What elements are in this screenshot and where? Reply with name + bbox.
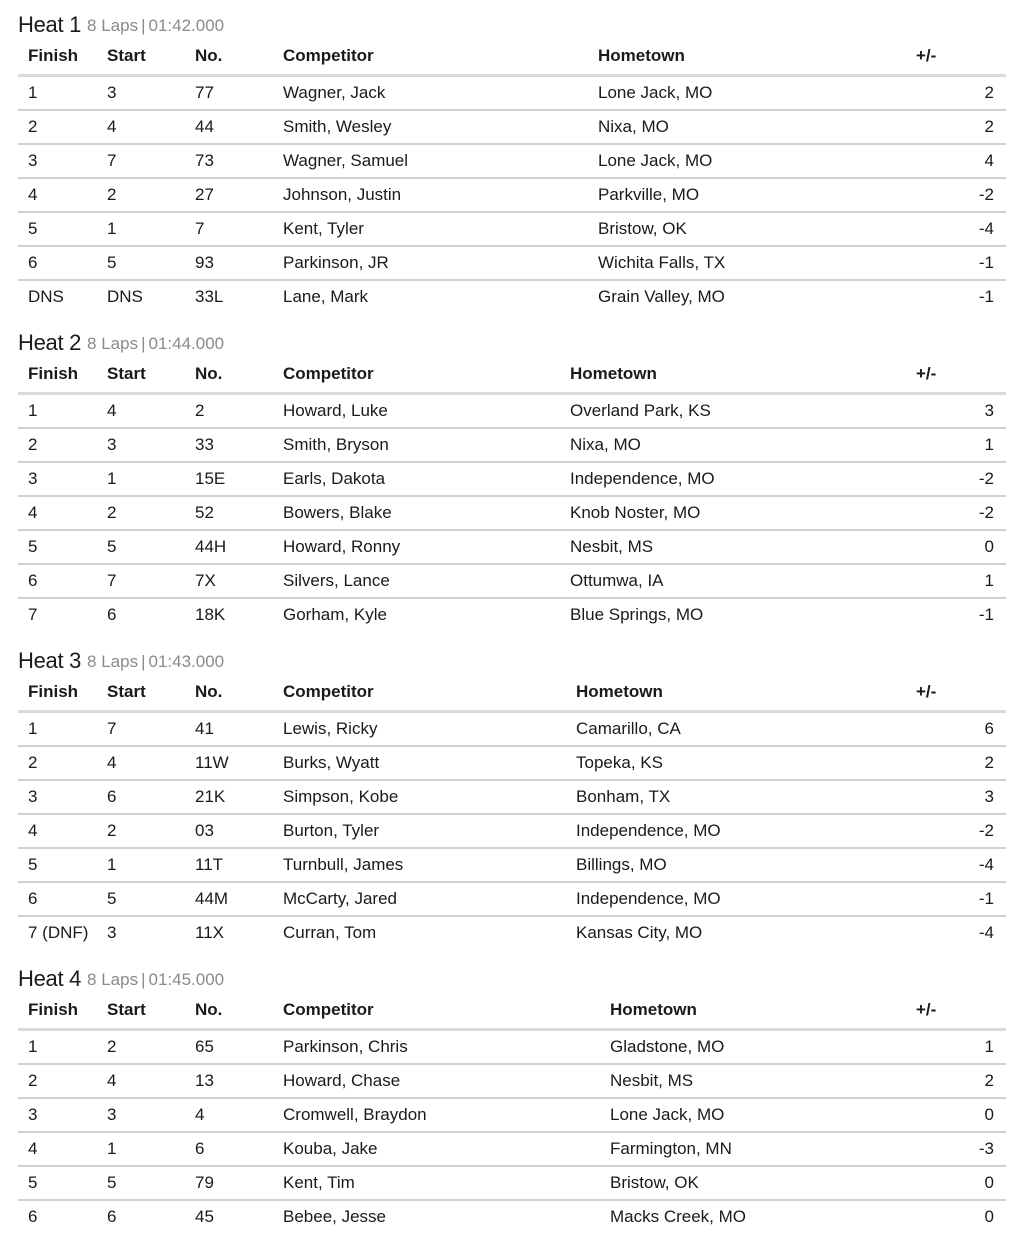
table-header-row (18, 992, 1006, 1030)
table-row (18, 712, 1006, 747)
column-header-finish: Finish (18, 992, 107, 1030)
car-number-cell: 11T (195, 848, 283, 882)
start-cell: 4 (107, 394, 195, 429)
heat-header (18, 4, 1006, 38)
finish-cell: 4 (18, 1132, 107, 1166)
car-number-cell: 52 (195, 496, 283, 530)
heat-meta-separator: | (141, 652, 146, 671)
competitor-cell: Gorham, Kyle (283, 605, 387, 624)
competitor-cell: McCarty, Jared (283, 882, 576, 916)
hometown-cell: Bristow, OK (598, 212, 916, 246)
hometown-cell: Nixa, MO (570, 428, 916, 462)
heat-table (18, 674, 1006, 949)
start-cell: 2 (107, 1030, 195, 1065)
table-row (18, 1166, 1006, 1200)
start-cell: 3 (107, 428, 195, 462)
hometown-cell: Independence, MO (570, 462, 916, 496)
heat-title: Heat 3 (18, 648, 82, 673)
start-cell: 5 (107, 1166, 195, 1200)
competitor-cell: Kouba, Jake (283, 1132, 610, 1166)
car-number-cell: 44H (195, 530, 283, 564)
car-number-cell: 33L (195, 287, 224, 306)
position-change-cell: 3 (916, 394, 1006, 429)
start-cell: 7 (107, 712, 195, 747)
finish-cell: 1 (18, 394, 107, 429)
heat-laps: 8 Laps (87, 334, 139, 353)
heat-meta (87, 970, 224, 990)
finish-cell: 1 (18, 712, 107, 747)
competitor-cell: Silvers, Lance (283, 564, 570, 598)
position-change-cell: -4 (916, 848, 1006, 882)
position-change-cell: -1 (978, 605, 994, 624)
competitor-cell: Howard, Luke (283, 394, 570, 429)
start-cell: 2 (107, 496, 195, 530)
table-row (18, 746, 1006, 780)
position-change-cell: 2 (916, 1064, 1006, 1098)
competitor-cell: Curran, Tom (283, 923, 377, 942)
car-number-cell: 6 (195, 1132, 283, 1166)
competitor-cell: Bowers, Blake (283, 496, 570, 530)
finish-cell: 6 (18, 882, 107, 916)
hometown-cell: Billings, MO (576, 848, 916, 882)
competitor-cell: Johnson, Justin (283, 178, 598, 212)
column-header-number: No. (195, 356, 283, 394)
column-header-change: +/- (916, 992, 1006, 1030)
hometown-cell: Macks Creek, MO (610, 1207, 747, 1226)
column-header-change: +/- (916, 674, 1006, 712)
position-change-cell: -1 (916, 246, 1006, 280)
position-change-cell: 1 (916, 564, 1006, 598)
car-number-cell: 7X (195, 564, 283, 598)
column-header-number: No. (195, 992, 283, 1030)
car-number-cell: 03 (195, 814, 283, 848)
heat-title: Heat 1 (18, 12, 82, 37)
position-change-cell: -2 (916, 178, 1006, 212)
heat-laps: 8 Laps (87, 652, 139, 671)
competitor-cell: Parkinson, JR (283, 246, 598, 280)
car-number-cell: 21K (195, 780, 283, 814)
competitor-cell: Lane, Mark (283, 287, 369, 306)
position-change-cell: 3 (916, 780, 1006, 814)
column-header-hometown: Hometown (598, 38, 916, 76)
finish-cell: 4 (18, 178, 107, 212)
competitor-cell: Simpson, Kobe (283, 780, 576, 814)
finish-cell: 2 (18, 746, 107, 780)
finish-cell: 6 (18, 564, 107, 598)
heat-meta (87, 334, 224, 354)
start-cell: 1 (107, 462, 195, 496)
car-number-cell: 15E (195, 462, 283, 496)
hometown-cell: Parkville, MO (598, 178, 916, 212)
start-cell: 5 (107, 882, 195, 916)
position-change-cell: 2 (916, 76, 1006, 111)
column-header-competitor: Competitor (283, 356, 570, 394)
finish-cell: 5 (18, 848, 107, 882)
position-change-cell: 6 (916, 712, 1006, 747)
competitor-cell: Howard, Ronny (283, 530, 570, 564)
car-number-cell: 41 (195, 712, 283, 747)
table-row (18, 598, 1006, 631)
column-header-competitor: Competitor (283, 38, 598, 76)
competitor-cell: Burton, Tyler (283, 814, 576, 848)
competitor-cell: Smith, Wesley (283, 110, 598, 144)
competitor-cell: Parkinson, Chris (283, 1030, 610, 1065)
table-row (18, 428, 1006, 462)
table-row (18, 1200, 1006, 1233)
position-change-cell: 4 (916, 144, 1006, 178)
table-row (18, 496, 1006, 530)
position-change-cell: 0 (916, 1098, 1006, 1132)
competitor-cell: Lewis, Ricky (283, 712, 576, 747)
hometown-cell: Independence, MO (576, 882, 916, 916)
finish-cell: 1 (18, 1030, 107, 1065)
finish-cell: 7 (DNF) (28, 923, 89, 942)
heat-section (18, 322, 1006, 631)
car-number-cell: 73 (195, 144, 283, 178)
hometown-cell: Knob Noster, MO (570, 496, 916, 530)
column-header-start: Start (107, 674, 195, 712)
car-number-cell: 11X (195, 923, 224, 942)
column-header-number: No. (195, 674, 283, 712)
position-change-cell: 1 (916, 1030, 1006, 1065)
finish-cell: 1 (18, 76, 107, 111)
heat-section (18, 640, 1006, 949)
table-row (18, 1064, 1006, 1098)
table-row (18, 144, 1006, 178)
table-row (18, 780, 1006, 814)
position-change-cell: 0 (916, 1166, 1006, 1200)
start-cell: 5 (107, 246, 195, 280)
hometown-cell: Wichita Falls, TX (598, 246, 916, 280)
heat-table (18, 38, 1006, 313)
car-number-cell: 2 (195, 394, 283, 429)
start-cell: 1 (107, 212, 195, 246)
car-number-cell: 93 (195, 246, 283, 280)
finish-cell: 4 (18, 814, 107, 848)
competitor-cell: Turnbull, James (283, 848, 576, 882)
table-row (18, 814, 1006, 848)
hometown-cell: Farmington, MN (610, 1132, 916, 1166)
table-row (18, 882, 1006, 916)
column-header-number: No. (195, 38, 283, 76)
table-header-row (18, 356, 1006, 394)
hometown-cell: Bristow, OK (610, 1166, 916, 1200)
car-number-cell: 13 (195, 1064, 283, 1098)
position-change-cell: -1 (978, 287, 994, 306)
table-header-row (18, 38, 1006, 76)
hometown-cell: Blue Springs, MO (570, 605, 704, 624)
hometown-cell: Ottumwa, IA (570, 564, 916, 598)
table-row (18, 564, 1006, 598)
heat-header (18, 322, 1006, 356)
position-change-cell: -1 (916, 882, 1006, 916)
car-number-cell: 44M (195, 882, 283, 916)
column-header-finish: Finish (18, 674, 107, 712)
competitor-cell: Wagner, Jack (283, 76, 598, 111)
position-change-cell: 1 (916, 428, 1006, 462)
start-cell: 1 (107, 1132, 195, 1166)
car-number-cell: 77 (195, 76, 283, 111)
table-row (18, 1132, 1006, 1166)
car-number-cell: 45 (195, 1207, 214, 1226)
column-header-start: Start (107, 38, 195, 76)
heat-meta (87, 652, 224, 672)
heat-header (18, 640, 1006, 674)
competitor-cell: Cromwell, Braydon (283, 1098, 610, 1132)
heat-time: 01:42.000 (148, 16, 225, 35)
table-header-row (18, 674, 1006, 712)
table-row (18, 1098, 1006, 1132)
table-row (18, 246, 1006, 280)
table-row (18, 212, 1006, 246)
position-change-cell: 0 (916, 530, 1006, 564)
heat-section (18, 4, 1006, 313)
heat-table-body (18, 712, 1006, 950)
start-cell: 7 (107, 144, 195, 178)
table-row (18, 916, 1006, 949)
position-change-cell: -2 (916, 462, 1006, 496)
car-number-cell: 33 (195, 428, 283, 462)
finish-cell: 5 (18, 1166, 107, 1200)
competitor-cell: Kent, Tyler (283, 212, 598, 246)
finish-cell: 6 (18, 246, 107, 280)
hometown-cell: Camarillo, CA (576, 712, 916, 747)
heat-title: Heat 2 (18, 330, 82, 355)
heat-time: 01:43.000 (148, 652, 225, 671)
car-number-cell: 27 (195, 178, 283, 212)
table-row (18, 1030, 1006, 1065)
car-number-cell: 79 (195, 1166, 283, 1200)
car-number-cell: 18K (195, 605, 226, 624)
heat-title: Heat 4 (18, 966, 82, 991)
start-cell: DNS (107, 287, 143, 306)
column-header-change: +/- (916, 356, 1006, 394)
start-cell: 1 (107, 848, 195, 882)
heat-laps: 8 Laps (87, 970, 139, 989)
finish-cell: DNS (28, 287, 64, 306)
column-header-hometown: Hometown (570, 356, 916, 394)
heat-meta-separator: | (141, 334, 146, 353)
table-row (18, 394, 1006, 429)
column-header-start: Start (107, 356, 195, 394)
start-cell: 2 (107, 814, 195, 848)
hometown-cell: Lone Jack, MO (598, 76, 916, 111)
heat-table (18, 356, 1006, 631)
car-number-cell: 65 (195, 1030, 283, 1065)
start-cell: 4 (107, 110, 195, 144)
start-cell: 5 (107, 530, 195, 564)
competitor-cell: Earls, Dakota (283, 462, 570, 496)
column-header-change: +/- (916, 38, 1006, 76)
column-header-hometown: Hometown (610, 992, 916, 1030)
finish-cell: 2 (18, 110, 107, 144)
finish-cell: 5 (18, 212, 107, 246)
hometown-cell: Bonham, TX (576, 780, 916, 814)
car-number-cell: 11W (195, 746, 283, 780)
position-change-cell: -3 (916, 1132, 1006, 1166)
hometown-cell: Nesbit, MS (570, 530, 916, 564)
competitor-cell: Wagner, Samuel (283, 144, 598, 178)
table-row (18, 110, 1006, 144)
table-row (18, 280, 1006, 313)
heat-meta-separator: | (141, 16, 146, 35)
competitor-cell: Bebee, Jesse (283, 1207, 387, 1226)
heat-table-body (18, 1030, 1006, 1234)
hometown-cell: Independence, MO (576, 814, 916, 848)
column-header-finish: Finish (18, 356, 107, 394)
heat-table (18, 992, 1006, 1233)
column-header-finish: Finish (18, 38, 107, 76)
start-cell: 3 (107, 76, 195, 111)
heat-header (18, 958, 1006, 992)
position-change-cell: 2 (916, 110, 1006, 144)
competitor-cell: Smith, Bryson (283, 428, 570, 462)
heat-time: 01:45.000 (148, 970, 225, 989)
finish-cell: 4 (18, 496, 107, 530)
heat-laps: 8 Laps (87, 16, 139, 35)
start-cell: 6 (107, 780, 195, 814)
position-change-cell: -4 (978, 923, 994, 942)
column-header-start: Start (107, 992, 195, 1030)
start-cell: 3 (107, 1098, 195, 1132)
start-cell: 6 (107, 605, 117, 624)
heat-table-body (18, 76, 1006, 314)
competitor-cell: Howard, Chase (283, 1064, 610, 1098)
finish-cell: 3 (18, 780, 107, 814)
finish-cell: 2 (18, 428, 107, 462)
car-number-cell: 4 (195, 1098, 283, 1132)
finish-cell: 5 (18, 530, 107, 564)
hometown-cell: Nesbit, MS (610, 1064, 916, 1098)
hometown-cell: Kansas City, MO (576, 923, 703, 942)
column-header-competitor: Competitor (283, 992, 610, 1030)
position-change-cell: 0 (984, 1207, 994, 1226)
start-cell: 6 (107, 1207, 117, 1226)
heat-table-body (18, 394, 1006, 632)
finish-cell: 3 (18, 1098, 107, 1132)
heat-section (18, 958, 1006, 1233)
finish-cell: 6 (28, 1207, 38, 1226)
car-number-cell: 7 (195, 212, 283, 246)
table-row (18, 848, 1006, 882)
position-change-cell: -2 (916, 496, 1006, 530)
hometown-cell: Nixa, MO (598, 110, 916, 144)
hometown-cell: Gladstone, MO (610, 1030, 916, 1065)
position-change-cell: 2 (916, 746, 1006, 780)
hometown-cell: Overland Park, KS (570, 394, 916, 429)
position-change-cell: -4 (916, 212, 1006, 246)
car-number-cell: 44 (195, 110, 283, 144)
hometown-cell: Lone Jack, MO (598, 144, 916, 178)
heat-meta-separator: | (141, 970, 146, 989)
position-change-cell: -2 (916, 814, 1006, 848)
hometown-cell: Lone Jack, MO (610, 1098, 916, 1132)
table-row (18, 178, 1006, 212)
competitor-cell: Kent, Tim (283, 1166, 610, 1200)
column-header-competitor: Competitor (283, 674, 576, 712)
start-cell: 2 (107, 178, 195, 212)
start-cell: 4 (107, 1064, 195, 1098)
hometown-cell: Grain Valley, MO (598, 287, 725, 306)
finish-cell: 2 (18, 1064, 107, 1098)
heat-time: 01:44.000 (148, 334, 225, 353)
start-cell: 4 (107, 746, 195, 780)
hometown-cell: Topeka, KS (576, 746, 916, 780)
table-row (18, 462, 1006, 496)
finish-cell: 7 (28, 605, 38, 624)
start-cell: 7 (107, 564, 195, 598)
competitor-cell: Burks, Wyatt (283, 746, 576, 780)
heat-meta (87, 16, 224, 36)
finish-cell: 3 (18, 144, 107, 178)
finish-cell: 3 (18, 462, 107, 496)
table-row (18, 530, 1006, 564)
column-header-hometown: Hometown (576, 674, 916, 712)
table-row (18, 76, 1006, 111)
start-cell: 3 (107, 923, 117, 942)
